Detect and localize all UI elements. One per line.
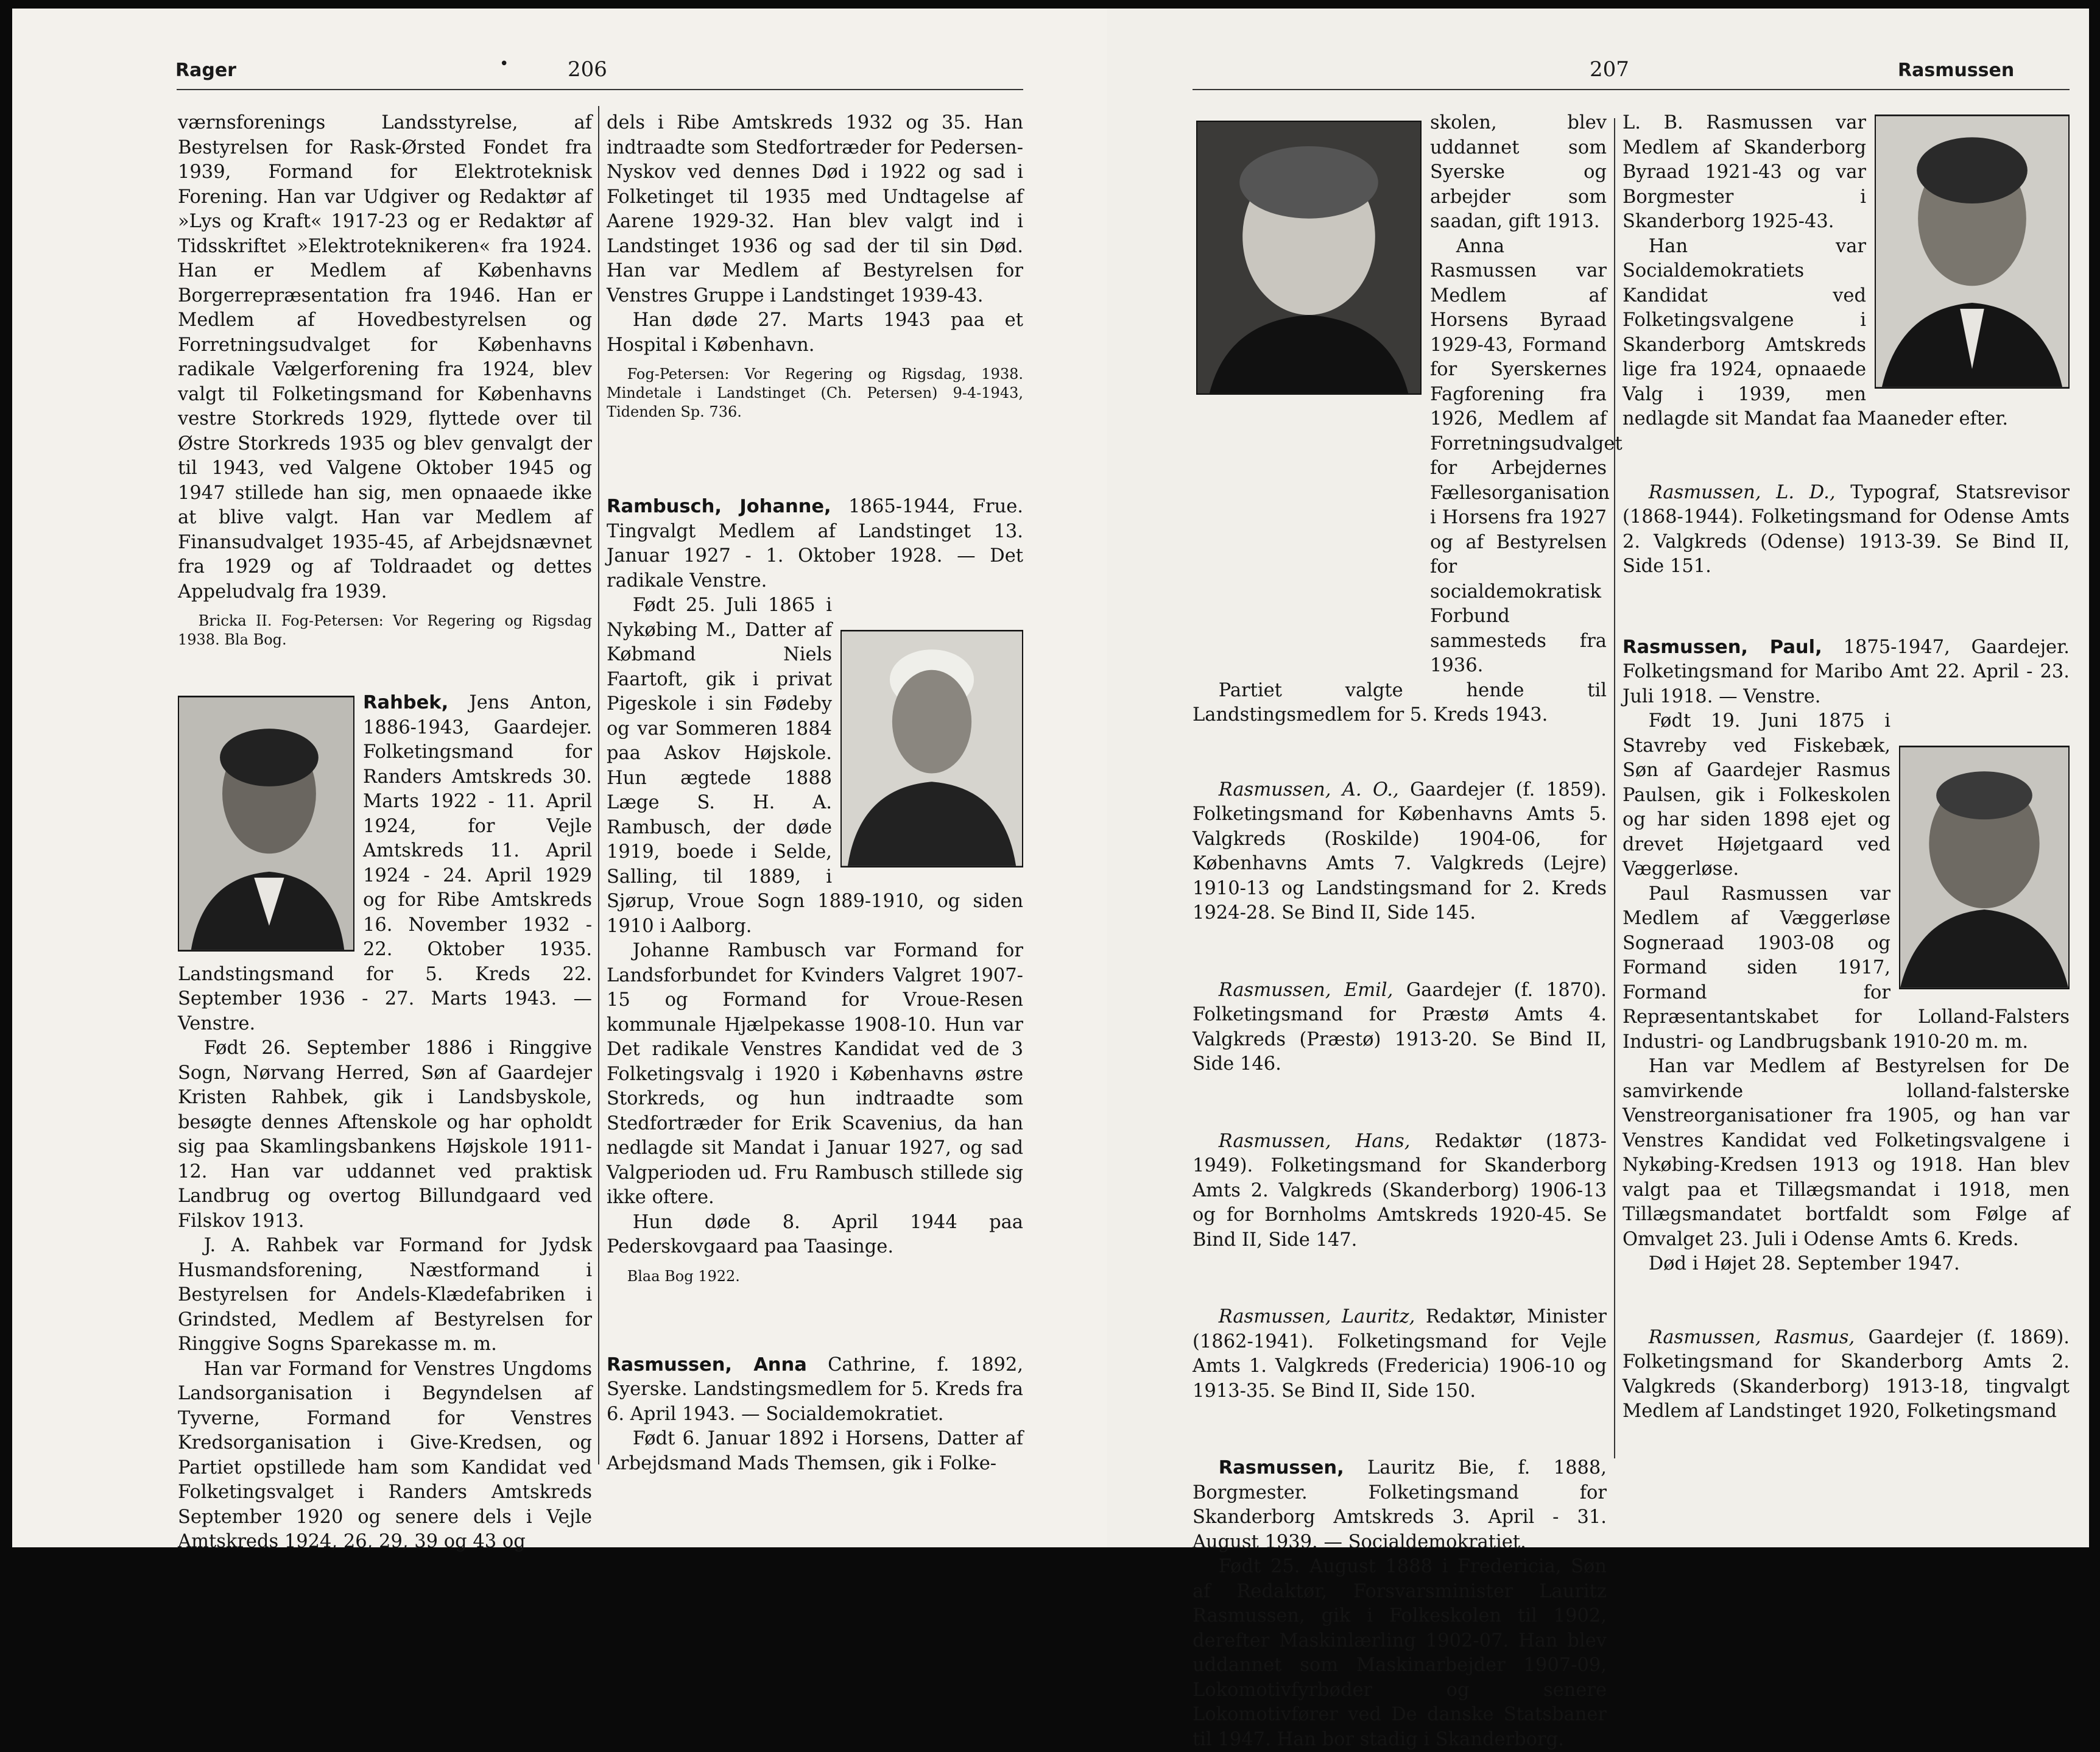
entry-emil-rasmussen: Rasmussen, Emil, Gaardejer (f. 1870). Folketingsmand for Præstø Amts 4. Valgkreds (Præstø) 1913-20. Se Bind II, Side 146. (1193, 979, 1607, 1075)
entry-paragraph: J. A. Rahbek var Formand for Jydsk Husmandsforening, Næstformand i Bestyrelsen for Andels-Klædefabriken i Grindsted, Medlem af Bestyrelsen for Ringgive Sogns Sparekasse m. m. (178, 1235, 592, 1355)
page-number: 207 (1590, 57, 1629, 82)
entry-paragraph: Han var Medlem af Bestyrelsen for De samvirkende lolland-falsterske Venstreorganisationer fra 1905, og han var Venstres Kandidat ved Folketingsvalgene i Nykøbing-Kredsen 1913 og 1918. Han blev valgt paa et Tillægsmandat i 1918, men Tillægsmandatet bortfaldt som Følge af Omvalget 23. Juli i Odense Amts 6. Kreds. (1623, 1056, 2070, 1250)
running-head-dot: • (499, 55, 509, 73)
portrait-icon (1900, 747, 2068, 988)
running-head-name: Rasmussen (1898, 60, 2015, 81)
entry-continuation: L. B. Rasmussen var Medlem af Skanderborg Byraad 1921-43 og var Borgmester i Skanderborg 1925-43. (1623, 111, 2070, 235)
column-rule (598, 106, 599, 1464)
left-column-1 (178, 111, 592, 1555)
portrait-rambusch (840, 630, 1023, 867)
entry-paragraph: Død i Højet 28. September 1947. (1648, 1253, 1960, 1274)
entry-lauritz-bie-rasmussen: Rasmussen, Lauritz Bie, f. 1888, Borgmester. Folketingsmand for Skanderborg Amtskreds 3. April - 31. August 1939. — Socialdemokratiet. (1193, 1457, 1607, 1553)
right-column-1 (1193, 111, 1623, 1752)
entry-rasmus-rasmussen: Rasmussen, Rasmus, Gaardejer (f. 1869). Folketingsmand for Skanderborg Amts 2. Valgkreds (Skanderborg) 1913-18, tingvalgt Medlem af Landstinget 1920, Folketingsmand (1623, 1326, 2070, 1422)
header-rule (1193, 89, 2070, 90)
entry-paragraph: Han var Formand for Venstres Ungdoms Landsorganisation i Begyndelsen af Tyverne, Formand for Venstres Kredsorganisation i Give-Kredsen, og Partiet opstillede ham som Kandidat ved Folketingsvalget i Randers Amtskreds September 1920 og senere dels i Vejle Amtskreds 1924, 26, 29, 39 og 43 og (178, 1358, 592, 1552)
entry-name: Rahbek, (363, 692, 449, 713)
entry-ld-rasmussen: Rasmussen, L. D., Typograf, Statsrevisor (1868-1944). Folketingsmand for Odense Amts 2. Valgkreds (Odense) 1913-39. Se Bind II, Side 151. (1623, 481, 2070, 577)
entry-paragraph: Hun døde 8. April 1944 paa Pederskovgaard paa Taasinge. (607, 1211, 1023, 1257)
entry-continuation: værnsforenings Landsstyrelse, af Bestyrelsen for Rask-Ørsted Fondet fra 1939, Formand for Elektroteknisk Forening. Han var Udgiver og Redaktør af »Lys og Kraft« 1917-23 og er Redaktør af Tidsskriftet »Elektroteknikeren« fra 1924. Han er Medlem af Københavns Borgerrepræsentation fra 1946. Han er Medlem af Hovedbestyrelsen og Forretningsudvalget for Københavns radikale Vælgerforening fra 1924, blev valgt til Folketingsmand for Københavns vestre Storkreds 1929, flyttede over til Østre Storkreds 1935 og blev genvalgt der til 1943, ved Valgene Oktober 1945 og 1947 stillede han sig, men opnaaede ikke at blive valgt. Han var Medlem af Finansudvalget 1935-45, af Arbejdsnævnet fra 1929 og af Toldraadet og dettes Appeludvalg fra 1939. (178, 112, 592, 602)
entry-paul-rasmussen: Rasmussen, Paul, 1875-1947, Gaardejer. Folketingsmand for Maribo Amt 22. April - 23. Juli 1918. — Venstre. (1623, 636, 2070, 707)
portrait-icon (1876, 116, 2068, 387)
portrait-icon (842, 631, 1022, 866)
entry-paragraph: Han døde 27. Marts 1943 paa et Hospital i København. (607, 309, 1023, 356)
portrait-paul-rasmussen (1899, 746, 2070, 989)
entry-rahbek: Rahbek, Jens Anton, 1886-1943, Gaardejer. Folketingsmand for Randers Amtskreds 30. Marts 1922 - 11. April 1924, for Vejle Amtskreds 11. April 1924 - 24. April 1929 og for Ribe Amtskreds 16. November 1932 - 22. Oktober 1935. Landstingsmand for 5. Kreds 22. September 1936 - 27. Marts 1943. — Venstre. (178, 692, 592, 1034)
entry-paragraph: Født 25. August 1888 i Fredericia, Søn af Redaktør, Forsvarsminister Lauritz Rasmussen, gik i Folkeskolen til 1902, derefter Maskinlærling 1902-07. Han blev uddannet som Maskinarbejder 1907-09, Lokomotivfyrbøder og senere Lokomotivfører ved De danske Statsbaner til 1947. Han bor stadig i Skanderborg. (1193, 1556, 1607, 1750)
left-page (12, 9, 1107, 1552)
entry-ao-rasmussen: Rasmussen, A. O., Gaardejer (f. 1859). Folketingsmand for Københavns Amts 5. Valgkreds (Roskilde) 1904-06, for Københavns Amts 7. Valgkreds (Lejre) 1910-13 og Landstingsmand for 2. Kreds 1924-28. Se Bind II, Side 145. (1193, 779, 1607, 924)
entry-source: Bricka II. Fog-Petersen: Vor Regering og Rigsdag 1938. Bla Bog. (178, 612, 592, 648)
entry-lauritz-rasmussen: Rasmussen, Lauritz, Redaktør, Minister (1862-1941). Folketingsmand for Vejle Amts 1. Valgkreds (Fredericia) 1906-10 og 1913-35. Se Bind II, Side 150. (1193, 1306, 1607, 1402)
entry-rambusch: Rambusch, Johanne, 1865-1944, Frue. Tingvalgt Medlem af Landstinget 13. Januar 1927 - 1. Oktober 1928. — Det radikale Venstre. (607, 496, 1023, 592)
portrait-icon (179, 697, 353, 950)
entry-paragraph: Anna Rasmussen var Medlem af Horsens Byraad 1929-43, Formand for Syerskernes Fagforening fra 1926, Medlem af Forretningsudvalget for Arbejdernes Fællesorganisation i Horsens fra 1927 og af Bestyrelsen for socialdemokratisk Forbund sammesteds fra 1936. (1430, 235, 1623, 676)
entry-paragraph: Født 6. Januar 1892 i Horsens, Datter af Arbejdsmand Mads Themsen, gik i Folke- (607, 1428, 1023, 1474)
entry-paragraph: Født 19. Juni 1875 i Stavreby ved Fiskebæk, Søn af Gaardejer Rasmus Paulsen, gik i Folkeskolen og har siden 1898 ejet og drevet Højetgaard ved Væggerløse. (1623, 709, 2070, 882)
page-number: 206 (568, 57, 607, 82)
column-rule (1614, 118, 1615, 1458)
portrait-rahbek (178, 696, 354, 952)
entry-source: Fog-Petersen: Vor Regering og Rigsdag, 1938. Mindetale i Landstinget (Ch. Petersen) 9-4-1943, Tidenden Sp. 736. (607, 366, 1023, 420)
entry-paragraph: Født 25. Juli 1865 i Nykøbing M., Datter af Købmand Niels Faartoft, gik i privat Pigeskole i sin Fødeby og var Sommeren 1884 paa Askov Højskole. Hun ægtede 1888 Læge S. H. A. Rambusch, der døde 1919, boede i Selde, Salling, til 1889, i Sjørup, Vroue Sogn 1889-1910, og siden 1910 i Aalborg. (607, 595, 1023, 937)
header-rule (177, 89, 1023, 90)
entry-continuation: skolen, blev uddannet som Syerske og arbejder som saadan, gift 1913. (1430, 112, 1607, 232)
portrait-lauritz-bie-rasmussen (1875, 115, 2070, 389)
left-column-2 (607, 111, 1023, 1476)
right-column-2 (1623, 111, 2070, 1424)
right-page (1107, 9, 2089, 1750)
entry-source: Blaa Bog 1922. (627, 1267, 740, 1285)
entry-hans-rasmussen: Rasmussen, Hans, Redaktør (1873-1949). Folketingsmand for Skanderborg Amts 2. Valgkreds (Skanderborg) 1906-13 og for Bornholms Amtskreds 1920-45. Se Bind II, Side 147. (1193, 1130, 1607, 1251)
running-head-name: Rager (175, 60, 236, 81)
entry-paragraph: Johanne Rambusch var Formand for Landsforbundet for Kvinders Valgret 1907-15 og Formand for Vroue-Resen kommunale Hjælpekasse 1908-10. Hun var Det radikale Venstres Kandidat ved de 3 Folketingsvalg i 1920 i Københavns østre Storkreds, og hun indtraadte som Stedfortræder for Erik Scavenius, da han nedlagde sit Mandat i Januar 1927, og sad Valgperioden ud. Fru Rambusch stillede sig ikke oftere. (607, 940, 1023, 1208)
entry-continuation: dels i Ribe Amtskreds 1932 og 35. Han indtraadte som Stedfortræder for Pedersen-Nyskov ved dennes Død i 1922 og sad i Folketinget til 1935 med Undtagelse af Aarene 1929-32. Han blev valgt ind i Landstinget 1936 og sad der til sin Død. Han var Medlem af Bestyrelsen for Venstres Gruppe i Landstinget 1939-43. (607, 112, 1023, 306)
entry-paragraph: Han var Socialdemokratiets Kandidat ved Folketingsvalgene i Skanderborg Amtskreds lige fra 1924, opnaaede Valg i 1939, men nedlagde sit Mandat faa Maaneder efter. (1623, 235, 2009, 429)
entry-anna-rasmussen: Rasmussen, Anna Cathrine, f. 1892, Syerske. Landstingsmedlem for 5. Kreds fra 6. April 1943. — Socialdemokratiet. (607, 1354, 1023, 1425)
entry-paragraph: Paul Rasmussen var Medlem af Væggerløse Sogneraad 1903-08 og Formand siden 1917, Formand for Repræsentantskabet for Lolland-Falsters Industri- og Landbrugsbank 1910-20 m. m. (1623, 883, 2070, 1053)
entry-paragraph: Partiet valgte hende til Landstingsmedlem for 5. Kreds 1943. (1193, 679, 1607, 726)
entry-paragraph: Født 26. September 1886 i Ringgive Sogn, Nørvang Herred, Søn af Gaardejer Kristen Rahbek, gik i Landsbyskole, besøgte dennes Aftenskole og har opholdt sig paa Skamlingsbankens Højskole 1911-12. Han var uddannet ved praktisk Landbrug og overtog Billundgaard ved Filskov 1913. (178, 1037, 592, 1232)
